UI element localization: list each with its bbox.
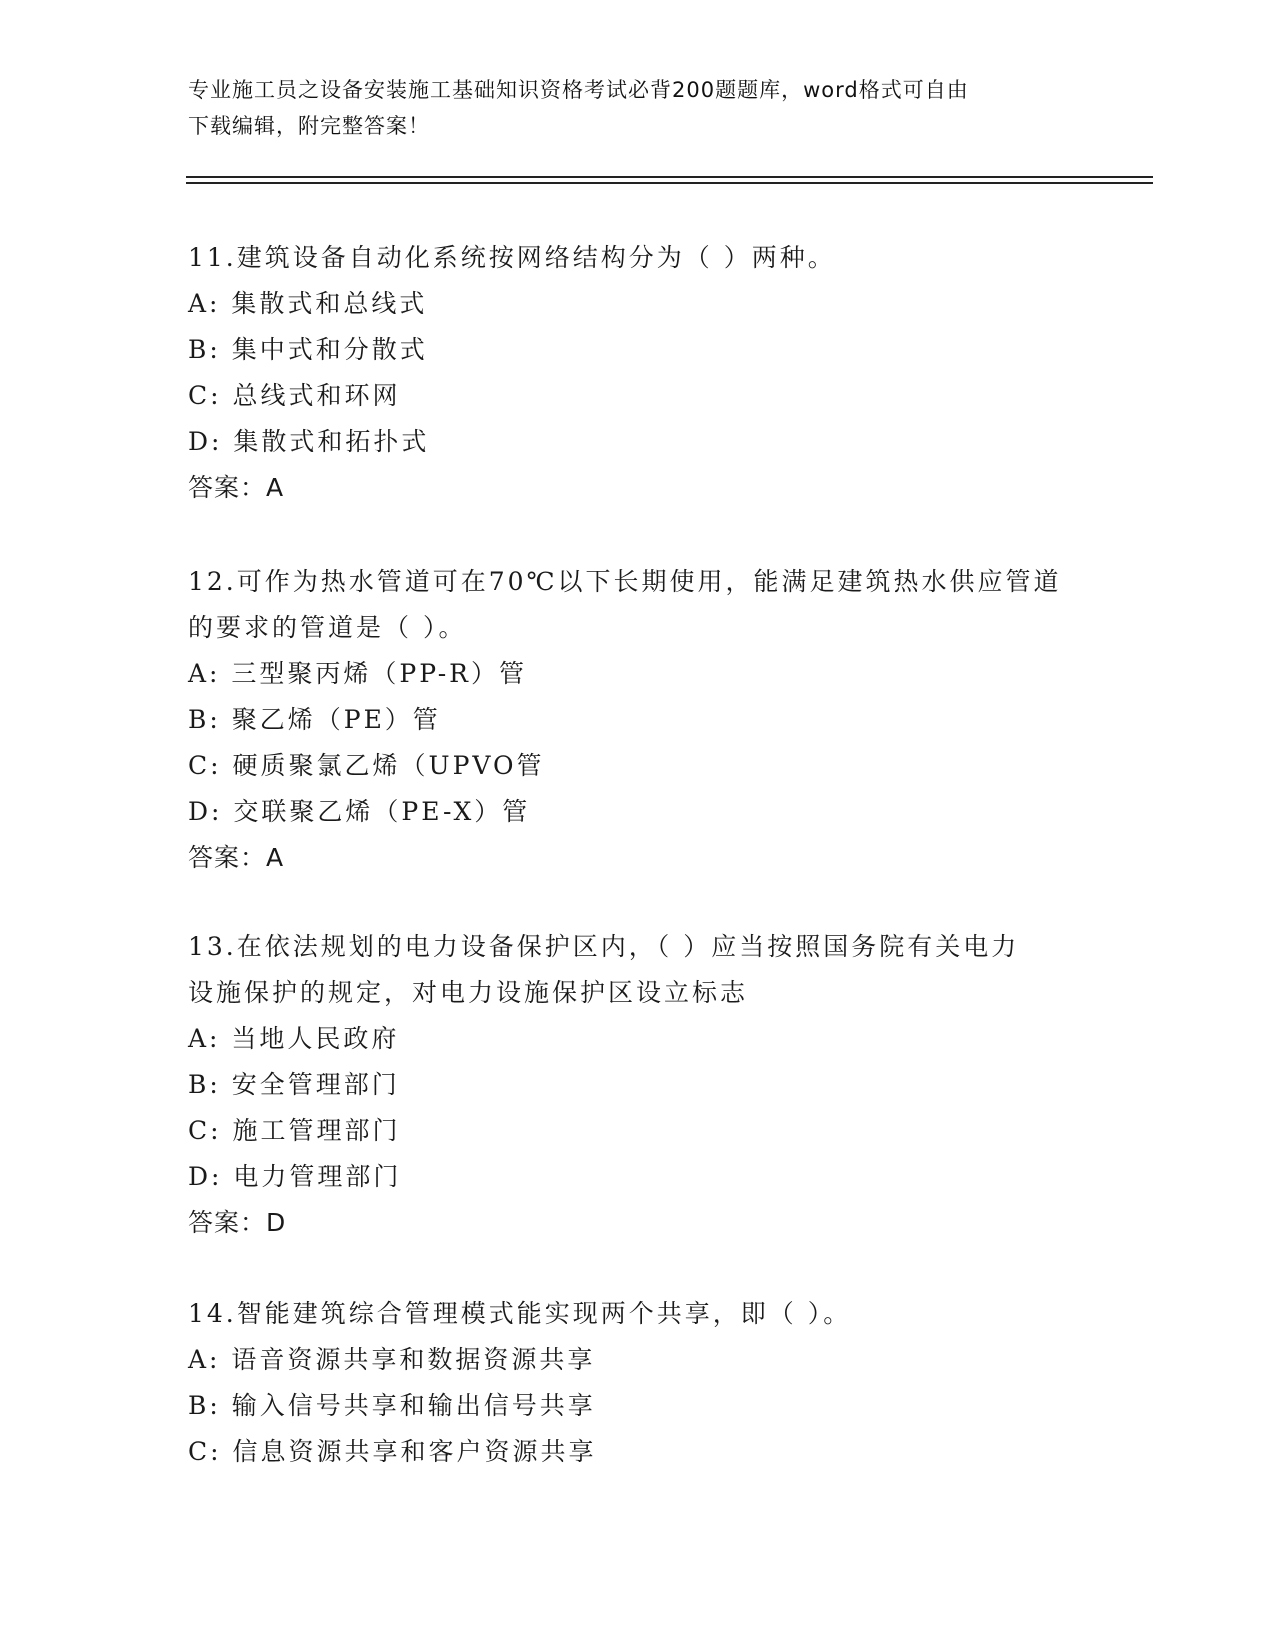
option-c: C: 施工管理部门 bbox=[188, 1116, 401, 1145]
option-a: A: 当地人民政府 bbox=[188, 1024, 400, 1053]
question-stem-continued: 的要求的管道是（ ）。 bbox=[188, 613, 467, 642]
question-12 bbox=[188, 559, 1088, 881]
header-rule-bottom bbox=[186, 182, 1153, 184]
answer: 答案：D bbox=[188, 1208, 287, 1237]
question-stem: 12.可作为热水管道可在70℃以下长期使用，能满足建筑热水供应管道 bbox=[188, 567, 1062, 596]
option-b: B: 输入信号共享和输出信号共享 bbox=[188, 1391, 596, 1420]
option-a: A: 三型聚丙烯（PP-R）管 bbox=[188, 659, 527, 688]
answer: 答案：A bbox=[188, 843, 285, 872]
question-stem: 11.建筑设备自动化系统按网络结构分为（ ）两种。 bbox=[188, 243, 836, 272]
option-c: C: 总线式和环网 bbox=[188, 381, 401, 410]
option-a: A: 集散式和总线式 bbox=[188, 289, 428, 318]
option-d: D: 交联聚乙烯（PE-X）管 bbox=[188, 797, 531, 826]
answer: 答案：A bbox=[188, 473, 285, 502]
option-d: D: 集散式和拓扑式 bbox=[188, 427, 430, 456]
option-d: D: 电力管理部门 bbox=[188, 1162, 402, 1191]
option-c: C: 硬质聚氯乙烯（UPVO管 bbox=[188, 751, 545, 780]
option-c: C: 信息资源共享和客户资源共享 bbox=[188, 1437, 597, 1466]
question-11 bbox=[188, 235, 1088, 511]
option-b: B: 聚乙烯（PE）管 bbox=[188, 705, 441, 734]
document-header bbox=[188, 72, 1068, 144]
question-stem: 14.智能建筑综合管理模式能实现两个共享，即（ ）。 bbox=[188, 1299, 852, 1328]
question-stem: 13.在依法规划的电力设备保护区内，（ ）应当按照国务院有关电力 bbox=[188, 932, 1020, 961]
option-b: B: 安全管理部门 bbox=[188, 1070, 400, 1099]
header-rule-top bbox=[186, 176, 1153, 178]
question-13 bbox=[188, 924, 1088, 1246]
header-line-2: 下载编辑，附完整答案！ bbox=[188, 114, 430, 138]
option-a: A: 语音资源共享和数据资源共享 bbox=[188, 1345, 596, 1374]
header-line-1: 专业施工员之设备安装施工基础知识资格考试必背200题题库，word格式可自由 bbox=[188, 78, 969, 102]
option-b: B: 集中式和分散式 bbox=[188, 335, 428, 364]
question-stem-continued: 设施保护的规定，对电力设施保护区设立标志 bbox=[188, 978, 749, 1007]
question-14 bbox=[188, 1291, 1088, 1475]
